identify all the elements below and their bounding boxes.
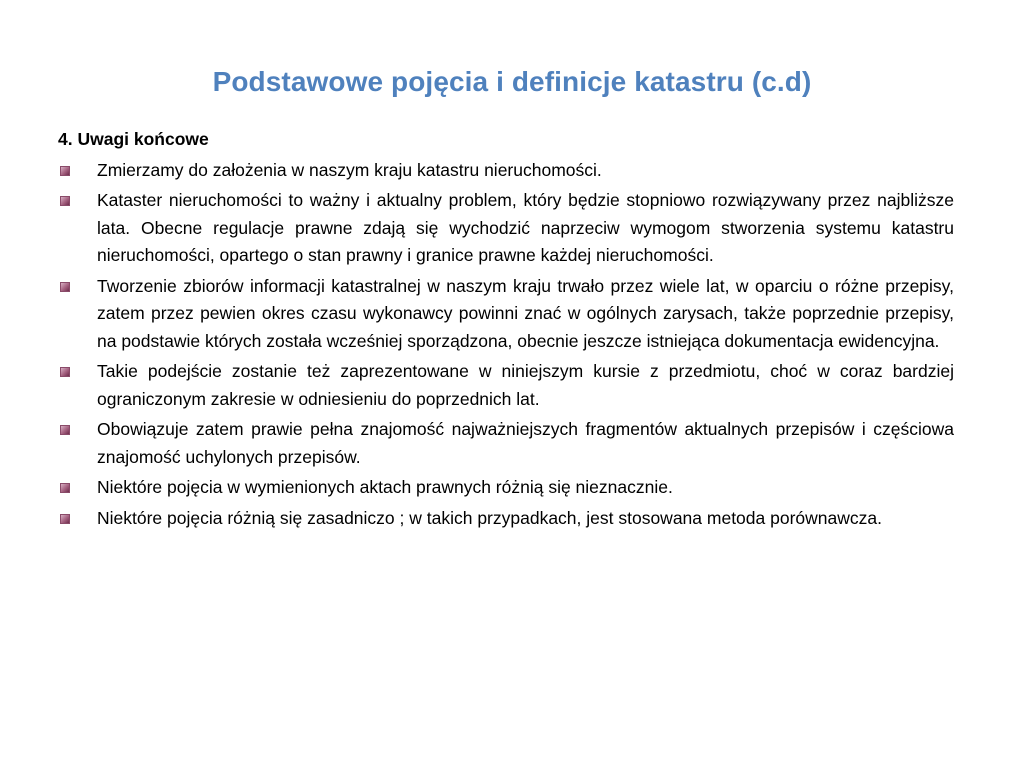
slide-content	[58, 126, 954, 535]
bullet-item	[58, 416, 954, 471]
square-bullet-icon	[60, 166, 70, 176]
square-bullet-icon	[60, 367, 70, 377]
bullet-item	[58, 157, 954, 185]
bullet-item	[58, 358, 954, 413]
bullet-text: Niektóre pojęcia w wymienionych aktach prawnych różnią się nieznacznie.	[97, 477, 673, 497]
bullet-text: Kataster nieruchomości to ważny i aktualny problem, który będzie stopniowo rozwiązywany przez najbliższe lata. Obecne regulacje prawne zdają się wychodzić naprzeciw wymogom stworzenia systemu katastru nieruchomości, opartego o stan prawny i granice prawne każdej nieruchomości.	[97, 190, 954, 265]
bullet-item	[58, 187, 954, 270]
bullet-text: Obowiązuje zatem prawie pełna znajomość najważniejszych fragmentów aktualnych przepisów i częściowa znajomość uchylonych przepisów.	[97, 419, 954, 467]
bullet-list	[58, 157, 954, 533]
square-bullet-icon	[60, 196, 70, 206]
bullet-text: Tworzenie zbiorów informacji katastralnej w naszym kraju trwało przez wiele lat, w oparciu o różne przepisy, zatem przez pewien okres czasu wykonawcy powinni znać w ogólnych zarysach, także poprzednie przepisy, na podstawie których została wcześniej sporządzona, obecnie jeszcze istniejąca dokumentacja ewidencyjna.	[97, 275, 954, 351]
slide-title: Podstawowe pojęcia i definicje katastru (c.d)	[212, 66, 812, 97]
square-bullet-icon	[60, 514, 70, 524]
section-heading: 4. Uwagi końcowe	[58, 129, 209, 149]
square-bullet-icon	[60, 282, 70, 292]
bullet-item	[58, 273, 954, 356]
bullet-text: Zmierzamy do założenia w naszym kraju katastru nieruchomości.	[97, 159, 602, 180]
square-bullet-icon	[60, 483, 70, 493]
bullet-text: Takie podejście zostanie też zaprezentowane w niniejszym kursie z przedmiotu, choć w coraz bardziej ograniczonym zakresie w odniesieniu do poprzednich lat.	[97, 361, 954, 409]
bullet-item	[58, 505, 954, 533]
bullet-item	[58, 474, 954, 502]
square-bullet-icon	[60, 425, 70, 435]
bullet-text: Niektóre pojęcia różnią się zasadniczo ; w takich przypadkach, jest stosowana metoda porównawcza.	[97, 507, 882, 528]
